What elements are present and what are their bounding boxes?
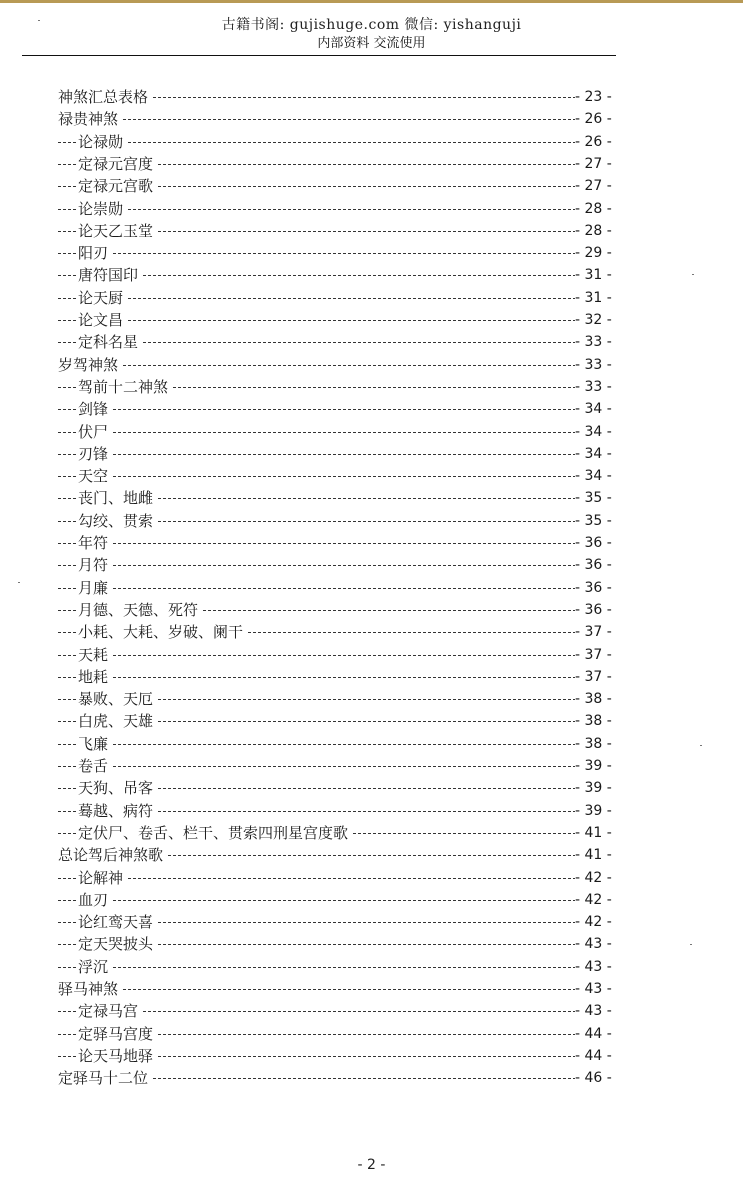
toc-entry[interactable] bbox=[0, 755, 743, 777]
toc-entry-title: 定科名星 bbox=[78, 331, 141, 353]
toc-leader-line bbox=[58, 298, 576, 299]
toc-entry[interactable] bbox=[0, 621, 743, 643]
header-notice-line: 内部资料 交流使用 bbox=[317, 36, 426, 51]
toc-leader-line bbox=[58, 142, 576, 143]
toc-entry-page: - 42 - bbox=[575, 889, 612, 911]
toc-entry-page: - 31 - bbox=[575, 264, 612, 286]
toc-entry-title: 年符 bbox=[78, 532, 111, 554]
toc-entry[interactable] bbox=[0, 1000, 743, 1022]
toc-leader-line bbox=[58, 365, 576, 366]
toc-entry[interactable] bbox=[0, 175, 743, 197]
toc-entry-page: - 27 - bbox=[575, 175, 612, 197]
toc-entry[interactable] bbox=[0, 867, 743, 889]
toc-entry-page: - 41 - bbox=[575, 844, 612, 866]
toc-entry-title: 丧门、地雌 bbox=[78, 487, 156, 509]
toc-entry-title: 定天哭披头 bbox=[78, 933, 156, 955]
toc-entry-title: 天耗 bbox=[78, 644, 111, 666]
toc-entry-title: 飞廉 bbox=[78, 733, 111, 755]
toc-entry[interactable] bbox=[0, 220, 743, 242]
toc-entry-page: - 26 - bbox=[575, 108, 612, 130]
toc-entry-title: 地耗 bbox=[78, 666, 111, 688]
toc-entry-page: - 23 - bbox=[575, 86, 612, 108]
toc-leader-line bbox=[58, 878, 576, 879]
toc-entry[interactable] bbox=[0, 554, 743, 576]
toc-entry[interactable] bbox=[0, 242, 743, 264]
toc-leader-line bbox=[58, 744, 576, 745]
toc-entry-title: 定禄元宫度 bbox=[78, 153, 156, 175]
toc-entry[interactable] bbox=[0, 1045, 743, 1067]
toc-entry-page: - 26 - bbox=[575, 131, 612, 153]
toc-entry-page: - 27 - bbox=[575, 153, 612, 175]
toc-entry-title: 论红鸾天喜 bbox=[78, 911, 156, 933]
toc-entry[interactable] bbox=[0, 822, 743, 844]
scan-speck bbox=[690, 944, 692, 945]
toc-entry[interactable] bbox=[0, 956, 743, 978]
toc-entry-title: 论解神 bbox=[78, 867, 126, 889]
toc-leader-line bbox=[58, 565, 576, 566]
toc-entry-page: - 37 - bbox=[575, 644, 612, 666]
toc-entry[interactable] bbox=[0, 198, 743, 220]
toc-entry[interactable] bbox=[0, 510, 743, 532]
toc-entry[interactable] bbox=[0, 264, 743, 286]
toc-leader-line bbox=[58, 253, 576, 254]
toc-leader-line bbox=[58, 588, 576, 589]
toc-entry-page: - 38 - bbox=[575, 710, 612, 732]
toc-entry-title: 浮沉 bbox=[78, 956, 111, 978]
toc-entry[interactable] bbox=[0, 443, 743, 465]
toc-entry[interactable] bbox=[0, 108, 743, 130]
toc-entry[interactable] bbox=[0, 666, 743, 688]
toc-entry-page: - 36 - bbox=[575, 599, 612, 621]
toc-entry-page: - 42 - bbox=[575, 867, 612, 889]
toc-entry-page: - 43 - bbox=[575, 933, 612, 955]
toc-entry-title: 论天马地驿 bbox=[78, 1045, 156, 1067]
scan-speck bbox=[38, 20, 40, 21]
toc-entry[interactable] bbox=[0, 911, 743, 933]
toc-entry-title: 神煞汇总表格 bbox=[58, 86, 151, 108]
toc-entry-page: - 36 - bbox=[575, 577, 612, 599]
toc-entry-page: - 33 - bbox=[575, 331, 612, 353]
toc-entry-page: - 39 - bbox=[575, 777, 612, 799]
toc-leader-line bbox=[58, 320, 576, 321]
toc-entry[interactable] bbox=[0, 644, 743, 666]
toc-entry-title: 剑锋 bbox=[78, 398, 111, 420]
toc-entry-title: 论天厨 bbox=[78, 287, 126, 309]
toc-entry-title: 驿马神煞 bbox=[58, 978, 121, 1000]
toc-entry-title: 阳刃 bbox=[78, 242, 111, 264]
toc-entry-page: - 35 - bbox=[575, 487, 612, 509]
toc-entry[interactable] bbox=[0, 131, 743, 153]
toc-entry[interactable] bbox=[0, 532, 743, 554]
toc-entry[interactable] bbox=[0, 577, 743, 599]
toc-entry[interactable] bbox=[0, 86, 743, 108]
toc-entry-page: - 37 - bbox=[575, 621, 612, 643]
toc-entry-page: - 32 - bbox=[575, 309, 612, 331]
toc-entry-page: - 36 - bbox=[575, 532, 612, 554]
toc-entry-page: - 33 - bbox=[575, 376, 612, 398]
toc-entry-title: 禄贵神煞 bbox=[58, 108, 121, 130]
toc-entry-page: - 43 - bbox=[575, 1000, 612, 1022]
toc-leader-line bbox=[58, 454, 576, 455]
toc-entry-title: 论禄勋 bbox=[78, 131, 126, 153]
scan-speck bbox=[18, 582, 20, 583]
toc-entry[interactable] bbox=[0, 1023, 743, 1045]
toc-leader-line bbox=[58, 476, 576, 477]
toc-entry-page: - 34 - bbox=[575, 421, 612, 443]
toc-entry-title: 月德、天德、死符 bbox=[78, 599, 201, 621]
toc-entry-page: - 34 - bbox=[575, 465, 612, 487]
toc-leader-line bbox=[58, 766, 576, 767]
toc-leader-line bbox=[58, 119, 576, 120]
page-number: - 2 - bbox=[357, 1157, 386, 1173]
toc-leader-line bbox=[58, 655, 576, 656]
toc-entry-title: 伏尸 bbox=[78, 421, 111, 443]
toc-entry-title: 月廉 bbox=[78, 577, 111, 599]
toc-entry-title: 天狗、吊客 bbox=[78, 777, 156, 799]
toc-entry-title: 定禄马宫 bbox=[78, 1000, 141, 1022]
toc-entry-page: - 35 - bbox=[575, 510, 612, 532]
toc-entry[interactable] bbox=[0, 733, 743, 755]
toc-entry-title: 论天乙玉堂 bbox=[78, 220, 156, 242]
toc-leader-line bbox=[58, 432, 576, 433]
toc-leader-line bbox=[58, 543, 576, 544]
header-rule bbox=[22, 55, 616, 56]
toc-entry[interactable] bbox=[0, 688, 743, 710]
toc-leader-line bbox=[58, 409, 576, 410]
toc-entry-page: - 43 - bbox=[575, 956, 612, 978]
toc-entry-title: 定驿马十二位 bbox=[58, 1067, 151, 1089]
toc-entry[interactable] bbox=[0, 354, 743, 376]
toc-entry[interactable] bbox=[0, 153, 743, 175]
toc-entry-page: - 28 - bbox=[575, 198, 612, 220]
toc-leader-line bbox=[58, 209, 576, 210]
toc-entry-title: 论崇勋 bbox=[78, 198, 126, 220]
toc-leader-line bbox=[58, 989, 576, 990]
toc-entry-title: 总论驾后神煞歌 bbox=[58, 844, 166, 866]
toc-entry[interactable] bbox=[0, 844, 743, 866]
toc-entry[interactable] bbox=[0, 777, 743, 799]
toc-entry-title: 岁驾神煞 bbox=[58, 354, 121, 376]
toc-entry-title: 定禄元宫歌 bbox=[78, 175, 156, 197]
toc-entry-title: 暴败、天厄 bbox=[78, 688, 156, 710]
toc-entry-page: - 34 - bbox=[575, 398, 612, 420]
toc-entry-page: - 42 - bbox=[575, 911, 612, 933]
toc-entry-title: 蓦越、病符 bbox=[78, 800, 156, 822]
toc-entry[interactable] bbox=[0, 978, 743, 1000]
toc-entry[interactable] bbox=[0, 398, 743, 420]
toc-entry-page: - 39 - bbox=[575, 755, 612, 777]
toc-entry-page: - 36 - bbox=[575, 554, 612, 576]
toc-leader-line bbox=[58, 900, 576, 901]
toc-entry-page: - 31 - bbox=[575, 287, 612, 309]
page-header bbox=[0, 16, 743, 53]
toc-entry-page: - 39 - bbox=[575, 800, 612, 822]
toc-entry-page: - 28 - bbox=[575, 220, 612, 242]
top-border-strip bbox=[0, 0, 743, 3]
toc-entry-title: 刃锋 bbox=[78, 443, 111, 465]
toc-entry-title: 白虎、天雄 bbox=[78, 710, 156, 732]
toc-entry[interactable] bbox=[0, 599, 743, 621]
toc-entry-page: - 41 - bbox=[575, 822, 612, 844]
toc-entry-page: - 29 - bbox=[575, 242, 612, 264]
toc-entry-page: - 33 - bbox=[575, 354, 612, 376]
toc-entry-title: 定伏尸、卷舌、栏干、贯索四刑星宫度歌 bbox=[78, 822, 351, 844]
toc-entry-title: 小耗、大耗、岁破、阑干 bbox=[78, 621, 246, 643]
toc-entry[interactable] bbox=[0, 889, 743, 911]
toc-entry[interactable] bbox=[0, 800, 743, 822]
toc-entry-title: 驾前十二神煞 bbox=[78, 376, 171, 398]
toc-entry[interactable] bbox=[0, 309, 743, 331]
toc-leader-line bbox=[58, 967, 576, 968]
toc-entry-page: - 38 - bbox=[575, 733, 612, 755]
toc-entry[interactable] bbox=[0, 331, 743, 353]
toc-entry[interactable] bbox=[0, 465, 743, 487]
toc-entry-title: 月符 bbox=[78, 554, 111, 576]
toc-entry-page: - 43 - bbox=[575, 978, 612, 1000]
toc-entry-title: 卷舌 bbox=[78, 755, 111, 777]
toc-entry[interactable] bbox=[0, 933, 743, 955]
toc-entry-title: 天空 bbox=[78, 465, 111, 487]
toc-entry-title: 定驿马宫度 bbox=[78, 1023, 156, 1045]
scan-speck bbox=[700, 745, 702, 746]
toc-entry[interactable] bbox=[0, 287, 743, 309]
header-source-line: 古籍书阁: gujishuge.com 微信: yishanguji bbox=[221, 17, 522, 33]
toc-entry[interactable] bbox=[0, 421, 743, 443]
toc-entry[interactable] bbox=[0, 487, 743, 509]
toc-entry-page: - 44 - bbox=[575, 1023, 612, 1045]
toc-entry-title: 勾绞、贯索 bbox=[78, 510, 156, 532]
toc-leader-line bbox=[58, 677, 576, 678]
toc-entry-page: - 37 - bbox=[575, 666, 612, 688]
toc-entry-page: - 46 - bbox=[575, 1067, 612, 1089]
toc-entry[interactable] bbox=[0, 710, 743, 732]
toc-entry-title: 论文昌 bbox=[78, 309, 126, 331]
toc-entry-page: - 34 - bbox=[575, 443, 612, 465]
toc-entry-title: 唐符国印 bbox=[78, 264, 141, 286]
toc-entry-page: - 38 - bbox=[575, 688, 612, 710]
toc-entry[interactable] bbox=[0, 376, 743, 398]
toc-entry-page: - 44 - bbox=[575, 1045, 612, 1067]
scan-speck bbox=[692, 274, 694, 275]
toc-entry[interactable] bbox=[0, 1067, 743, 1089]
toc-entry-title: 血刃 bbox=[78, 889, 111, 911]
